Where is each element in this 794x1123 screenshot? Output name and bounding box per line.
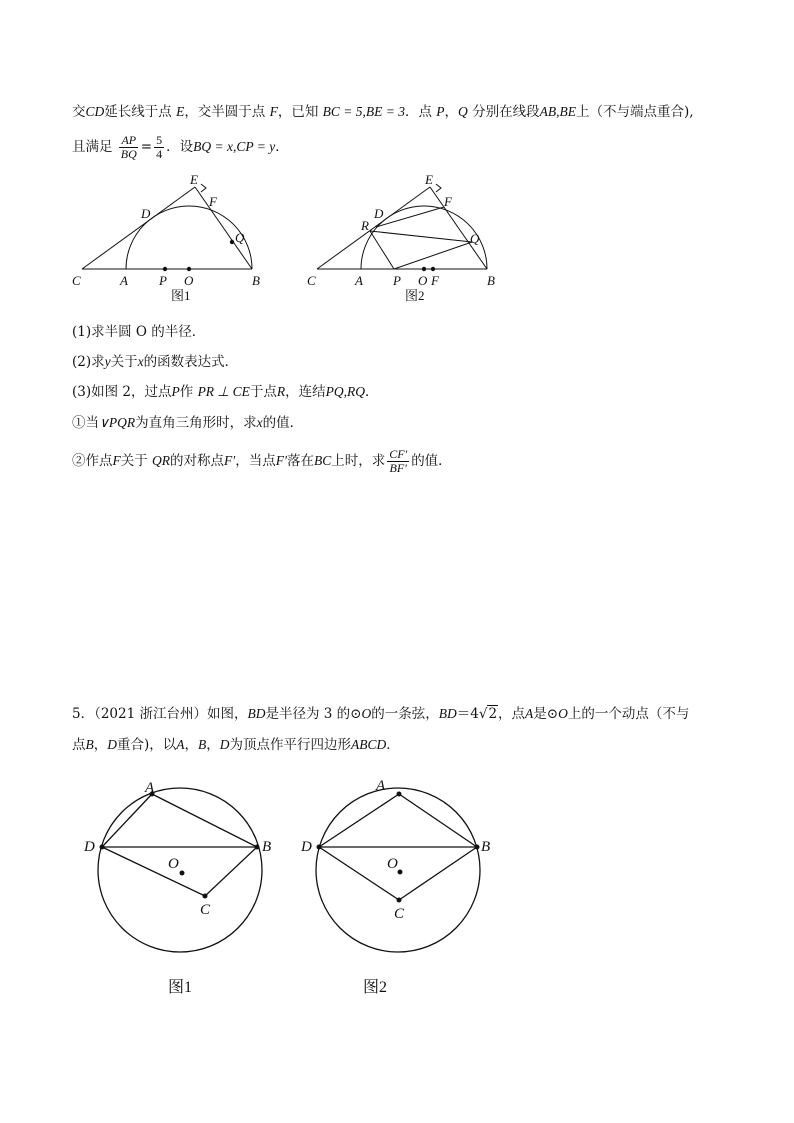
fig1-label-D: D (141, 206, 151, 221)
text-span: 且满足 (72, 139, 113, 155)
text-span: O (558, 706, 568, 721)
text-span: 重合)，以 (117, 737, 177, 753)
fig1-label-A: A (120, 273, 128, 288)
p4-q1 (72, 322, 205, 342)
text-span: P (171, 384, 180, 399)
text-span: ， (184, 737, 199, 753)
text-span: 分别在线段 (472, 104, 540, 120)
text-span: F (269, 104, 278, 119)
fig1-label-C: C (72, 273, 81, 288)
text-span: 的值． (411, 453, 452, 469)
text-span: ，交半圆于点 (184, 104, 266, 120)
text-span: B (198, 737, 207, 752)
text-span: O (361, 706, 372, 721)
p5-figures (0, 760, 794, 1020)
p4-figure1 (82, 184, 252, 269)
p5-line2 (72, 735, 400, 755)
text-span: B (85, 737, 94, 752)
p4-figure2 (317, 184, 487, 269)
text-span: = (140, 139, 153, 155)
text-span: ． (364, 384, 379, 400)
sqrt-radicand: 2 (488, 706, 498, 722)
text-span: ，已知 (277, 104, 319, 120)
text-span: ．设 (166, 139, 194, 155)
text-span: 上时，求 (331, 453, 386, 469)
p4-q3-sub2 (72, 448, 452, 475)
text-span: A (525, 706, 534, 721)
text-span: CF′ (389, 447, 408, 461)
fig2-caption: 图2 (405, 288, 425, 303)
text-span: 4 (156, 147, 163, 161)
text-span: 的一条弦， (371, 706, 439, 722)
fig2-label-C: C (307, 273, 316, 288)
text-span: ， (444, 104, 459, 120)
p5-fig2-caption: 图2 (363, 979, 388, 996)
text-span: x (256, 415, 263, 430)
text-span: 的对称点 (170, 453, 225, 469)
text-span: BD (247, 706, 266, 721)
text-span: ∨PQR (99, 415, 136, 430)
p5-fig2-label-A: A (376, 778, 386, 794)
text-span: (2)求 (72, 354, 105, 370)
text-span: 是半径为 3 的⊙ (265, 706, 362, 722)
fig2-label-B: B (487, 273, 495, 288)
fig1-label-B: B (252, 273, 260, 288)
text-span: ，点 (498, 706, 526, 722)
fraction-cf-bf (387, 448, 409, 475)
fig1-label-E: E (190, 172, 198, 187)
text-span: ＝4 (456, 706, 479, 722)
text-span: x (137, 354, 144, 369)
text-span: 关于 (110, 354, 138, 370)
text-span: BQ = x,CP = y (193, 139, 276, 154)
text-span: ． (386, 737, 400, 753)
text-span: ． (275, 139, 289, 155)
text-span: ， (93, 737, 108, 753)
text-span: 上的一个动点（不与 (567, 706, 690, 722)
text-span: BQ (120, 147, 137, 161)
text-span: y (104, 354, 111, 369)
fig2-label-F-top: F (444, 194, 452, 209)
text-span: ABCD (351, 737, 387, 752)
fig2-label-P: P (393, 273, 401, 288)
text-span: 落在 (286, 453, 314, 469)
text-span: 5 (156, 133, 163, 147)
text-span: 为顶点作平行四边形 (229, 737, 352, 753)
fig1-label-F: F (209, 194, 217, 209)
text-span: A (176, 737, 185, 752)
text-span: 为直角三角形时，求 (135, 415, 257, 431)
text-span: F (112, 453, 121, 468)
fig1-caption: 图1 (171, 288, 191, 303)
p5-fig1-label-B: B (262, 839, 272, 855)
p4-figure1-points (163, 240, 234, 271)
text-span: 的值． (262, 415, 304, 431)
text-span: 点 (72, 737, 86, 753)
text-span: ①当 (72, 415, 99, 431)
p5-fig2-label-D: D (301, 839, 312, 855)
p4-figures (0, 0, 794, 320)
text-span: BC = 5,BE = 3 (322, 104, 405, 119)
fig2-label-Q: Q (470, 231, 480, 246)
text-span: F′ (275, 453, 287, 468)
text-span: ，连结 (285, 384, 326, 400)
text-span: QR (152, 453, 171, 468)
p5-figure2 (316, 788, 480, 952)
text-span: AP (121, 133, 137, 147)
text-span: 是⊙ (533, 706, 559, 722)
text-span: E (176, 104, 185, 119)
text-span: 的函数表达式． (143, 354, 239, 370)
text-span: ， (206, 737, 220, 753)
p5-fig2-label-O: O (387, 856, 398, 872)
text-span: (3)如图 2，过点 (72, 384, 172, 400)
text-span: CD (85, 104, 105, 119)
text-span: R (276, 384, 286, 399)
p5-fig1-label-C: C (200, 902, 211, 918)
text-span: BF′ (389, 461, 407, 475)
p5-fig1-label-D: D (84, 839, 95, 855)
text-span: 于点 (249, 384, 277, 400)
fig2-label-R: R (361, 218, 369, 233)
text-span: Q (458, 104, 468, 119)
text-span: BD (438, 706, 457, 721)
text-span: 延长线于点 (104, 104, 172, 120)
text-span: PQ,RQ (325, 384, 365, 399)
fig1-label-P: P (159, 273, 167, 288)
p5-fig1-caption: 图1 (168, 979, 193, 996)
text-span: ．点 (405, 104, 432, 120)
text-span: BC (313, 453, 332, 468)
text-span: AB,BE (539, 104, 576, 119)
text-span: 5．（2021 浙江台州）如图， (72, 706, 248, 722)
fig2-label-O: O (418, 273, 428, 288)
fig2-label-F: F (431, 273, 439, 288)
p4-q3-sub1 (72, 413, 303, 433)
p4-q2 (72, 352, 238, 372)
text-span: D (219, 737, 230, 752)
p5-fig2-label-B: B (481, 839, 491, 855)
fig2-label-A: A (355, 273, 363, 288)
p4-q3 (72, 382, 378, 402)
fig2-label-E: E (425, 172, 433, 187)
p5-fig1-label-O: O (168, 856, 179, 872)
text-span: F′ (224, 453, 236, 468)
p5-figure1 (98, 788, 262, 952)
text-span: 上（不与端点重合), (575, 104, 694, 120)
text-span: ，当点 (235, 453, 276, 469)
p5-line1: 5．（2021 浙江台州）如图，BD是半径为 3 的⊙O的一条弦，BD＝4√2，点A是⊙O上的一个动点（不与 (72, 706, 690, 722)
text-span: (1)求半圆 O 的半径． (72, 324, 206, 340)
text-span: PR ⊥ CE (197, 384, 250, 399)
p5-fig1-label-A: A (145, 780, 155, 796)
fig1-label-Q: Q (235, 230, 245, 245)
text-span: ②作点 (72, 453, 113, 469)
text-span: 作 (179, 384, 194, 400)
fig1-label-O: O (184, 273, 194, 288)
p5-fig2-label-C: C (394, 906, 405, 922)
text-span: 关于 (120, 453, 148, 469)
fig2-label-D: D (374, 206, 384, 221)
text-span: D (107, 737, 117, 752)
text-span: P (436, 104, 445, 119)
text-span: 交 (72, 104, 86, 120)
